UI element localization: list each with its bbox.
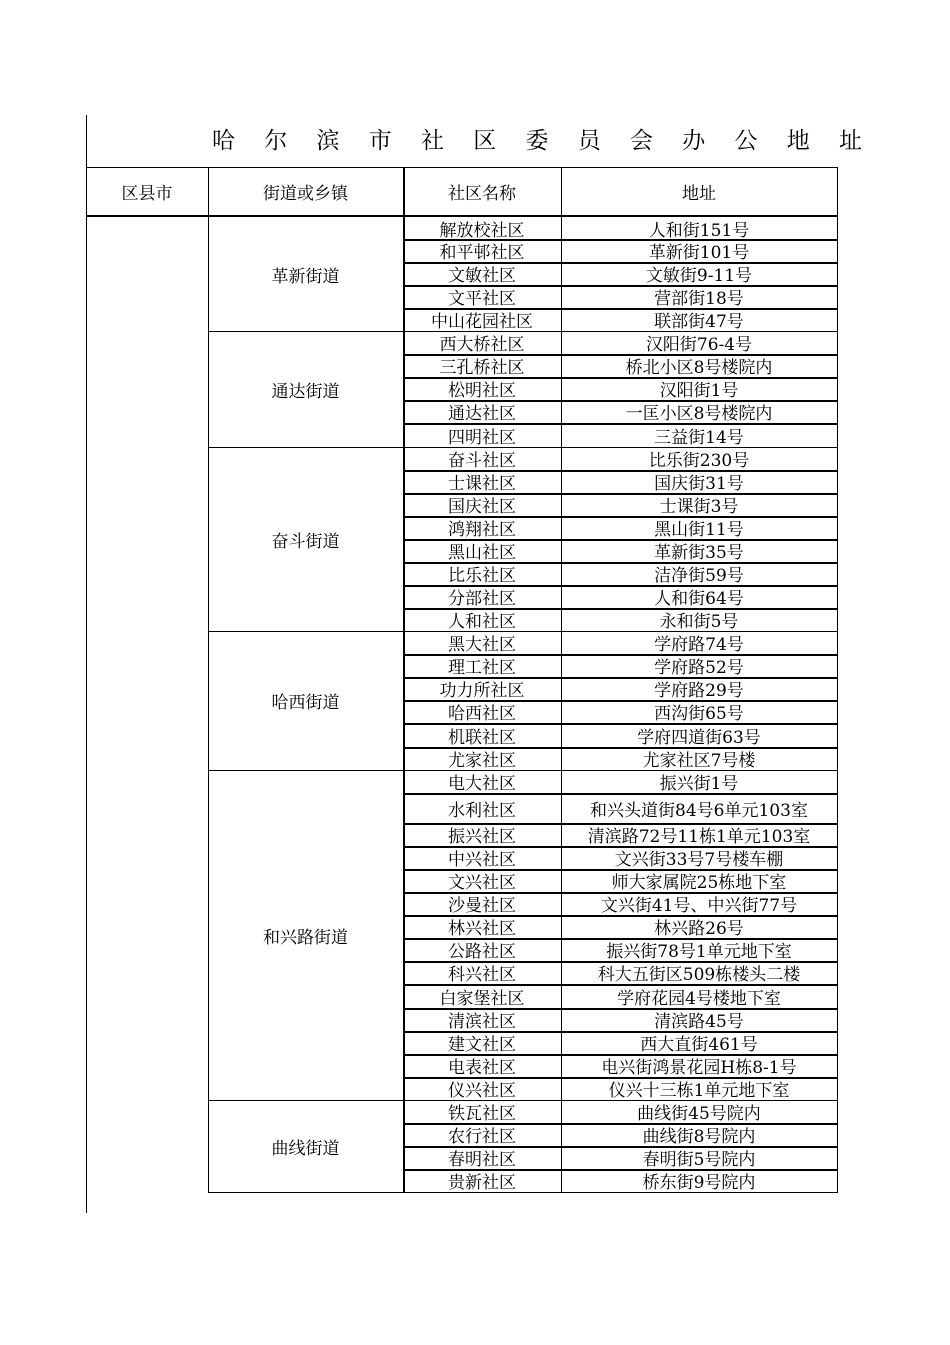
community-name: 公路社区: [448, 942, 516, 961]
address: 三益街14号: [654, 427, 744, 447]
community-name: 鸿翔社区: [448, 520, 516, 539]
address: 文兴街33号7号楼车棚: [614, 850, 784, 869]
address: 士课街3号: [659, 497, 739, 516]
address: 学府路29号: [654, 681, 744, 700]
grid-line: [208, 215, 209, 1193]
grid-line: [561, 215, 562, 1193]
address: 尤家社区7号楼: [642, 751, 756, 770]
address: 革新街101号: [648, 243, 750, 262]
community-name: 文平社区: [448, 289, 516, 308]
address: 文敏街9-11号: [645, 266, 753, 285]
title-char: 办: [682, 127, 706, 154]
community-name: 电大社区: [448, 774, 516, 793]
community-name: 尤家社区: [448, 751, 516, 770]
grid-line: [208, 1192, 403, 1193]
header-address: 地址: [682, 183, 716, 204]
grid-line: [403, 215, 405, 1193]
address: 曲线街8号院内: [642, 1127, 756, 1146]
community-name: 奋斗社区: [448, 451, 516, 470]
address: 学府花园4号楼地下室: [617, 988, 781, 1008]
community-name: 文敏社区: [448, 266, 516, 285]
street-name: 通达街道: [271, 381, 340, 402]
address: 联部街47号: [654, 312, 744, 331]
community-name: 分部社区: [448, 589, 516, 608]
address: 曲线街45号院内: [637, 1104, 761, 1123]
community-name: 解放校社区: [439, 220, 525, 239]
address: 学府四道街63号: [637, 727, 761, 747]
community-name: 水利社区: [448, 800, 516, 821]
title-char: 市: [368, 127, 392, 154]
address: 桥东街9号院内: [642, 1173, 756, 1192]
title-char: 委: [525, 127, 549, 154]
address: 振兴街1号: [659, 774, 739, 793]
title-char: 哈: [212, 127, 235, 154]
community-name: 机联社区: [448, 727, 516, 747]
header-street: 街道或乡镇: [263, 183, 348, 204]
street-name: 革新街道: [271, 266, 340, 287]
community-name: 四明社区: [448, 427, 516, 447]
address: 汉阳街76-4号: [645, 335, 753, 354]
community-name: 林兴社区: [448, 919, 516, 938]
address: 人和街64号: [654, 589, 744, 608]
community-name: 理工社区: [448, 658, 516, 677]
title-char: 尔: [264, 127, 288, 154]
community-name: 西大桥社区: [439, 335, 525, 354]
community-name: 贵新社区: [448, 1173, 516, 1192]
address: 清滨路72号11栋1单元103室: [587, 827, 811, 846]
address: 人和街151号: [648, 220, 750, 239]
title-char: 会: [630, 127, 653, 154]
address: 春明街5号院内: [642, 1150, 756, 1169]
address: 林兴路26号: [654, 919, 744, 938]
address: 洁净街59号: [654, 566, 744, 585]
street-name: 哈西街道: [271, 693, 340, 713]
address: 比乐街230号: [648, 451, 750, 470]
address: 仪兴十三栋1单元地下室: [608, 1081, 790, 1100]
header-district: 区县市: [121, 183, 173, 204]
grid-line: [403, 1192, 838, 1193]
community-name: 中山花园社区: [431, 312, 533, 331]
address: 桥北小区8号楼院内: [625, 358, 773, 377]
community-name: 清滨社区: [448, 1012, 516, 1031]
community-name: 铁瓦社区: [448, 1104, 516, 1123]
community-name: 文兴社区: [448, 873, 516, 892]
community-name: 建文社区: [448, 1035, 516, 1054]
address: 永和街5号: [659, 612, 739, 631]
title-char: 社: [421, 127, 444, 154]
community-name: 振兴社区: [448, 827, 516, 846]
address: 学府路52号: [654, 658, 744, 677]
title-char: 地: [786, 127, 810, 154]
address: 文兴街41号、中兴街77号: [600, 896, 798, 915]
community-name: 农行社区: [448, 1127, 516, 1146]
title-char: 址: [839, 127, 862, 154]
title-char: 公: [734, 127, 758, 154]
address: 营部街18号: [654, 289, 744, 308]
address: 师大家属院25栋地下室: [611, 873, 787, 892]
address: 西沟街65号: [654, 704, 744, 723]
community-name: 功力所社区: [439, 681, 525, 700]
community-name: 白家堡社区: [439, 988, 525, 1008]
community-name: 沙曼社区: [448, 896, 516, 915]
address: 国庆街31号: [654, 474, 744, 493]
address: 清滨路45号: [654, 1012, 744, 1031]
address: 电兴街鸿景花园H栋8-1号: [601, 1058, 797, 1077]
street-name: 曲线街道: [271, 1138, 340, 1159]
header-community: 社区名称: [448, 183, 516, 204]
community-name: 电表社区: [448, 1058, 516, 1077]
community-name: 仪兴社区: [448, 1081, 516, 1100]
grid-line: [837, 167, 838, 215]
address: 一匡小区8号楼院内: [625, 404, 773, 423]
community-name: 人和社区: [448, 612, 516, 631]
community-name: 通达社区: [448, 404, 516, 423]
title-char: 滨: [316, 127, 340, 154]
address: 振兴街78号1单元地下室: [606, 942, 792, 961]
community-name: 科兴社区: [448, 965, 516, 984]
title-char: 区: [473, 127, 497, 154]
address: 学府路74号: [654, 635, 744, 654]
community-name: 三孔桥社区: [439, 358, 525, 377]
grid-line: [837, 215, 838, 1193]
community-name: 和平邨社区: [439, 243, 525, 262]
community-name: 黑大社区: [448, 635, 516, 654]
title-char: 员: [577, 127, 601, 154]
community-name: 士课社区: [448, 474, 516, 493]
community-name: 国庆社区: [448, 497, 516, 516]
address: 科大五街区509栋楼头二楼: [597, 965, 801, 984]
community-name: 黑山社区: [448, 543, 516, 562]
address: 西大直街461号: [640, 1035, 758, 1054]
community-name: 春明社区: [448, 1150, 516, 1169]
address: 革新街35号: [654, 543, 744, 562]
community-name: 中兴社区: [448, 850, 516, 869]
address: 汉阳街1号: [659, 381, 739, 400]
street-name: 奋斗街道: [271, 531, 340, 552]
community-name: 松明社区: [448, 381, 516, 400]
community-name: 比乐社区: [448, 566, 516, 585]
address: 和兴头道街84号6单元103室: [590, 800, 808, 821]
street-name: 和兴路街道: [263, 927, 348, 948]
community-name: 哈西社区: [448, 704, 516, 723]
address: 黑山街11号: [654, 520, 744, 539]
